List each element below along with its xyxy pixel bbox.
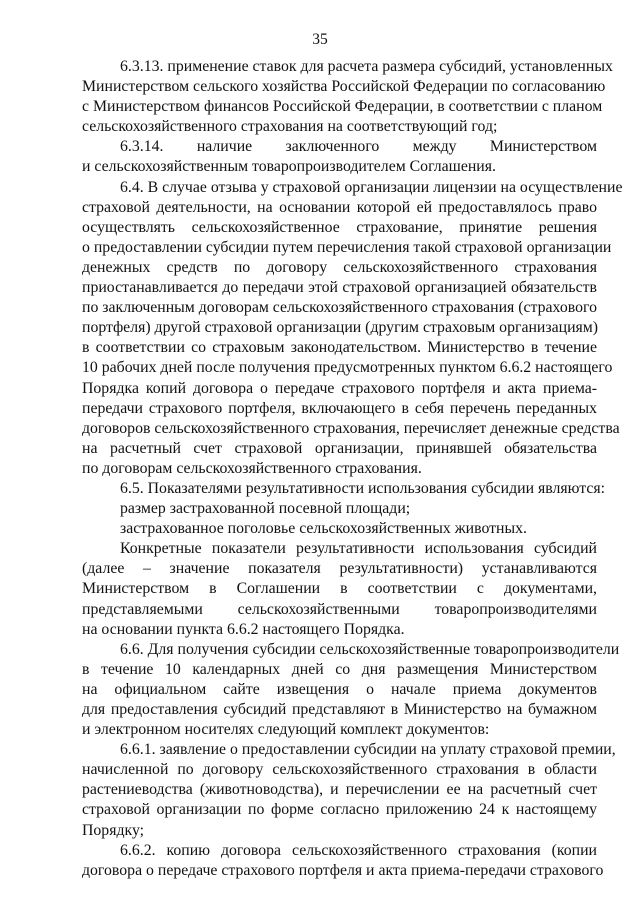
text-line: 6.3.13. применение ставок для расчета размера субсидий, установленных [120, 58, 613, 75]
text-line: Министерством сельского хозяйства Российской Федерации по согласованию [82, 78, 606, 96]
text-line: осуществлять сельскохозяйственное страхование, принятие решения [82, 218, 597, 236]
text-line: растениеводства (животноводства), и перечислении ее на расчетный счет [82, 781, 597, 799]
document-body [82, 57, 623, 881]
text-line: на расчетный счет страховой организации, принявшей обязательства [82, 439, 597, 457]
text-line: 6.6. Для получения субсидии сельскохозяйственные товаропроизводители [120, 640, 620, 658]
text-line: представляемыми сельскохозяйственными товаропроизводителями [82, 600, 597, 618]
text-line: (далее – значение показателя результативности) устанавливаются [82, 560, 597, 578]
text-line: в соответствии со страховым законодательством. Министерство в течение [82, 339, 597, 357]
text-line: о предоставлении субсидии путем перечисления такой страховой организации [82, 238, 612, 256]
text-line: договоров сельскохозяйственного страхования, перечисляет денежные средства [82, 419, 620, 437]
text-line: 6.6.2. копию договора сельскохозяйственного страхования (копии [120, 841, 597, 859]
text-line: 6.6.1. заявление о предоставлении субсидии на уплату страховой премии, [120, 741, 616, 759]
text-line: размер застрахованной посевной площади; [120, 500, 411, 518]
text-line: и сельскохозяйственным товаропроизводителем Соглашения. [82, 158, 496, 176]
text-line: в течение 10 календарных дней со дня размещения Министерством [82, 660, 597, 678]
text-line: начисленной по договору сельскохозяйственного страхования в области [82, 761, 597, 779]
text-line: 6.3.14. наличие заключенного между Министерством [120, 138, 597, 156]
text-line: Конкретные показатели результативности использования субсидий [120, 540, 597, 558]
text-line: сельскохозяйственного страхования на соответствующий год; [82, 118, 498, 136]
text-line: договора о передаче страхового портфеля и акта приема-передачи страхового [82, 861, 604, 879]
text-line: на основании пункта 6.6.2 настоящего Порядка. [82, 620, 405, 638]
page-number: 35 [312, 31, 328, 48]
text-line: для предоставления субсидий представляют в Министерство на бумажном [82, 701, 597, 718]
text-line: 6.5. Показателями результативности использования субсидии являются: [120, 479, 606, 497]
text-line: по заключенным договорам сельскохозяйственного страхования (страхового [82, 299, 597, 317]
text-line: по договорам сельскохозяйственного страхования. [82, 459, 422, 477]
text-line: на официальном сайте извещения о начале приема документов [82, 680, 597, 698]
text-line: портфеля) другой страховой организации (другим страховым организациям) [82, 319, 599, 337]
text-line: денежных средств по договору сельскохозяйственного страхования [82, 258, 597, 276]
text-line: с Министерством финансов Российской Федерации, в соответствии с планом [82, 98, 603, 116]
text-line: приостанавливается до передачи этой страховой организацией обязательств [82, 279, 597, 297]
text-line: передачи страхового портфеля, включающего в себя перечень переданных [82, 399, 597, 417]
text-line: застрахованное поголовье сельскохозяйственных животных. [120, 520, 527, 538]
text-line: страховой деятельности, на основании которой ей предоставлялось право [82, 198, 597, 216]
text-line: Порядка копий договора о передаче страхового портфеля и акта приема- [82, 379, 597, 397]
text-line: и электронном носителях следующий комплект документов: [82, 721, 490, 739]
text-line: Министерством в Соглашении в соответствии с документами, [82, 580, 597, 598]
text-line: страховой организации по форме согласно приложению 24 к настоящему [82, 801, 597, 819]
text-line: Порядку; [82, 821, 145, 839]
text-line: 6.4. В случае отзыва у страховой организации лицензии на осуществление [120, 178, 623, 196]
text-line: 10 рабочих дней после получения предусмотренных пунктом 6.6.2 настоящего [82, 359, 613, 377]
